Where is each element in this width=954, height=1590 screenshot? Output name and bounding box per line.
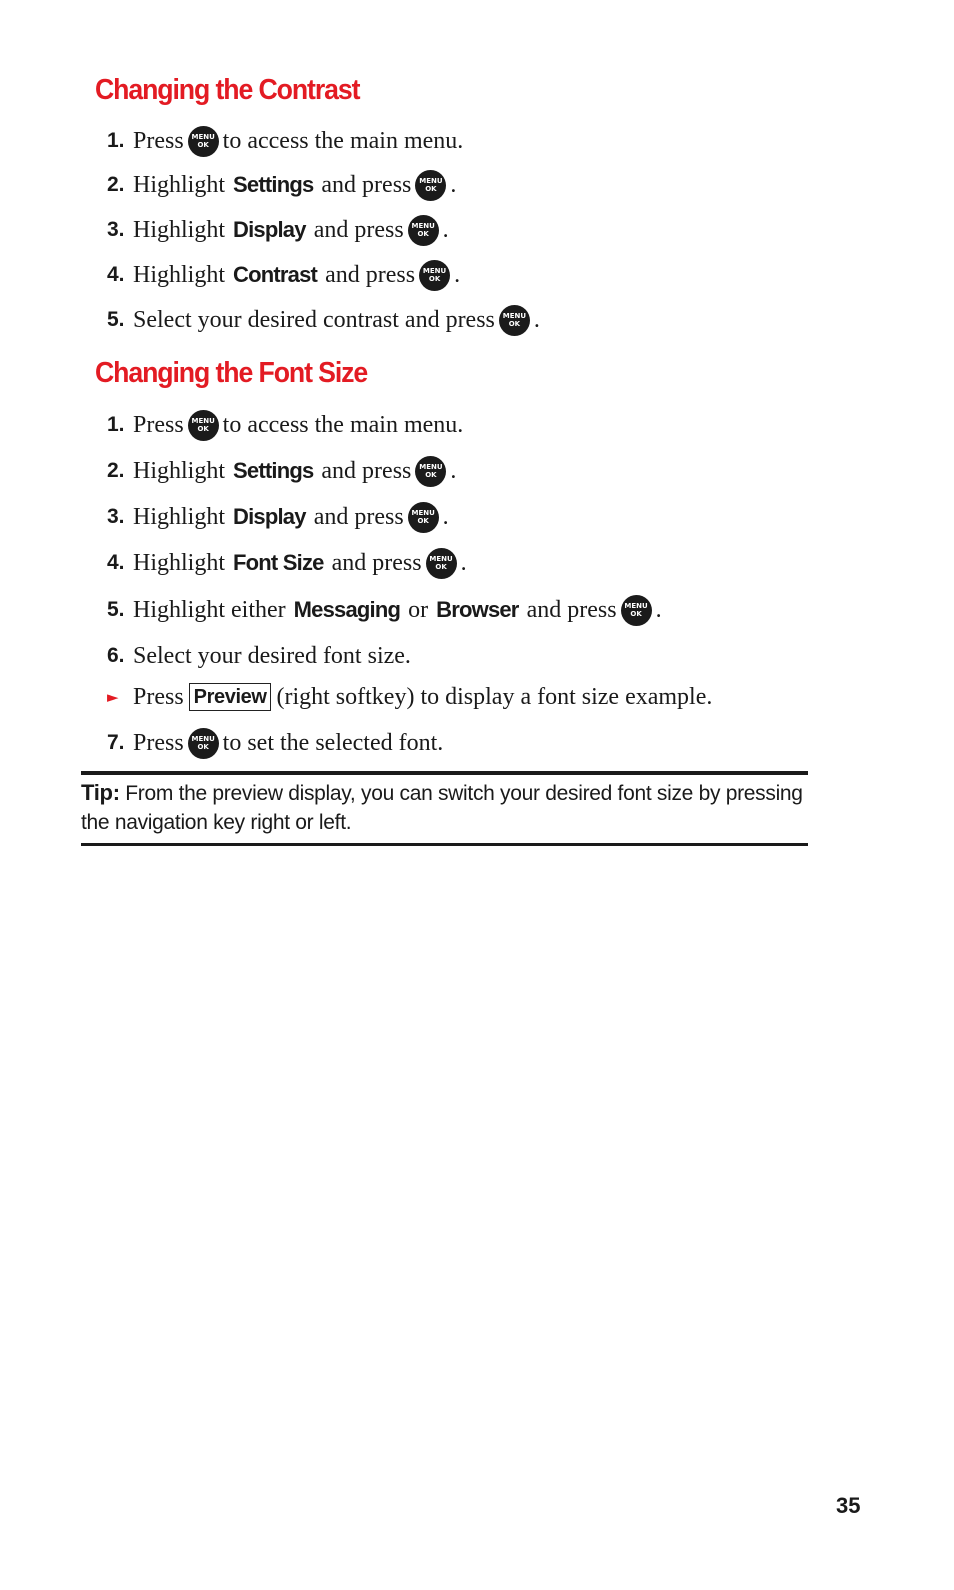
step-text: to access the main menu. bbox=[222, 411, 464, 438]
step-number: 5. bbox=[107, 598, 125, 621]
section-heading-contrast: Changing the Contrast bbox=[95, 74, 360, 106]
step-text: and press bbox=[313, 216, 404, 243]
menu-ok-key-icon: MENU OK bbox=[408, 502, 439, 533]
step-text: or bbox=[408, 596, 429, 623]
step-text: Highlight bbox=[133, 171, 226, 198]
step-text: Press bbox=[133, 683, 184, 710]
step-number: 2. bbox=[107, 173, 125, 196]
menu-ok-key-icon: MENU OK bbox=[408, 215, 439, 246]
tip-top-rule bbox=[81, 771, 808, 775]
step-text: . bbox=[442, 503, 449, 530]
step-text: to access the main menu. bbox=[222, 127, 464, 154]
step-number: 3. bbox=[107, 218, 125, 241]
section-heading-font-size: Changing the Font Size bbox=[95, 357, 368, 389]
menu-ok-key-icon: MENU OK bbox=[426, 548, 457, 579]
font-size-step-2 bbox=[107, 453, 456, 489]
contrast-step-3 bbox=[107, 212, 449, 248]
step-text: Select your desired font size. bbox=[133, 642, 411, 669]
contrast-step-4 bbox=[107, 257, 460, 293]
step-text: Press bbox=[133, 127, 184, 154]
menu-keyword: Font Size bbox=[233, 550, 324, 575]
step-text: (right softkey) to display a font size example. bbox=[276, 683, 713, 710]
step-number: 7. bbox=[107, 731, 125, 754]
step-text: Select your desired contrast and press bbox=[133, 306, 495, 333]
step-text: . bbox=[450, 171, 457, 198]
step-text: Press bbox=[133, 411, 184, 438]
step-text: and press bbox=[325, 261, 416, 288]
step-text: Highlight bbox=[133, 261, 226, 288]
menu-ok-key-icon: MENU OK bbox=[188, 410, 219, 441]
step-text: Highlight bbox=[133, 503, 226, 530]
menu-ok-key-icon: MENU OK bbox=[188, 126, 219, 157]
step-text: Highlight bbox=[133, 549, 226, 576]
step-text: . bbox=[533, 306, 540, 333]
step-text: Highlight either bbox=[133, 596, 286, 623]
menu-keyword: Display bbox=[233, 504, 306, 529]
step-number: 2. bbox=[107, 459, 125, 482]
menu-keyword: Display bbox=[233, 217, 306, 242]
step-number: 6. bbox=[107, 644, 125, 667]
step-text: . bbox=[442, 216, 449, 243]
step-text: to set the selected font. bbox=[222, 729, 444, 756]
step-text: . bbox=[450, 457, 457, 484]
contrast-step-2 bbox=[107, 167, 456, 203]
preview-softkey: Preview bbox=[189, 683, 272, 711]
step-number: 1. bbox=[107, 413, 125, 436]
tip-bottom-rule bbox=[81, 843, 808, 846]
font-size-step-5 bbox=[107, 592, 662, 628]
step-number: 1. bbox=[107, 129, 125, 152]
menu-keyword: Browser bbox=[436, 597, 519, 622]
tip-text: From the preview display, you can switch your desired font size by pressing the navigation key right or left. bbox=[81, 782, 803, 834]
step-text: and press bbox=[313, 503, 404, 530]
step-text: and press bbox=[321, 457, 412, 484]
menu-keyword: Contrast bbox=[233, 262, 318, 287]
step-text: Press bbox=[133, 729, 184, 756]
font-size-step-1 bbox=[107, 407, 463, 443]
menu-ok-key-icon: MENU OK bbox=[499, 305, 530, 336]
menu-ok-key-icon: MENU OK bbox=[621, 595, 652, 626]
menu-keyword: Messaging bbox=[293, 597, 401, 622]
step-text: and press bbox=[321, 171, 412, 198]
font-size-step-6 bbox=[107, 638, 411, 674]
menu-ok-key-icon: MENU OK bbox=[419, 260, 450, 291]
step-text: . bbox=[655, 596, 662, 623]
menu-ok-key-icon: MENU OK bbox=[415, 456, 446, 487]
step-text: and press bbox=[331, 549, 422, 576]
step-text: Highlight bbox=[133, 216, 226, 243]
step-number: 5. bbox=[107, 308, 125, 331]
step-number: 4. bbox=[107, 263, 125, 286]
step-text: . bbox=[454, 261, 461, 288]
tip-label: Tip: bbox=[81, 780, 120, 805]
font-size-step-3 bbox=[107, 499, 449, 535]
page-number: 35 bbox=[836, 1493, 861, 1518]
tip-box bbox=[81, 778, 808, 837]
menu-ok-key-icon: MENU OK bbox=[188, 728, 219, 759]
menu-keyword: Settings bbox=[233, 458, 314, 483]
font-size-step-7 bbox=[107, 725, 443, 761]
step-text: . bbox=[460, 549, 467, 576]
bullet-arrow-icon: ► bbox=[107, 688, 119, 706]
step-text: Highlight bbox=[133, 457, 226, 484]
font-size-substep-preview bbox=[107, 679, 712, 715]
contrast-step-5 bbox=[107, 302, 540, 338]
font-size-step-4 bbox=[107, 545, 467, 581]
step-text: and press bbox=[526, 596, 617, 623]
step-number: 3. bbox=[107, 505, 125, 528]
menu-keyword: Settings bbox=[233, 172, 314, 197]
step-number: 4. bbox=[107, 551, 125, 574]
contrast-step-1 bbox=[107, 123, 463, 159]
menu-ok-key-icon: MENU OK bbox=[415, 170, 446, 201]
